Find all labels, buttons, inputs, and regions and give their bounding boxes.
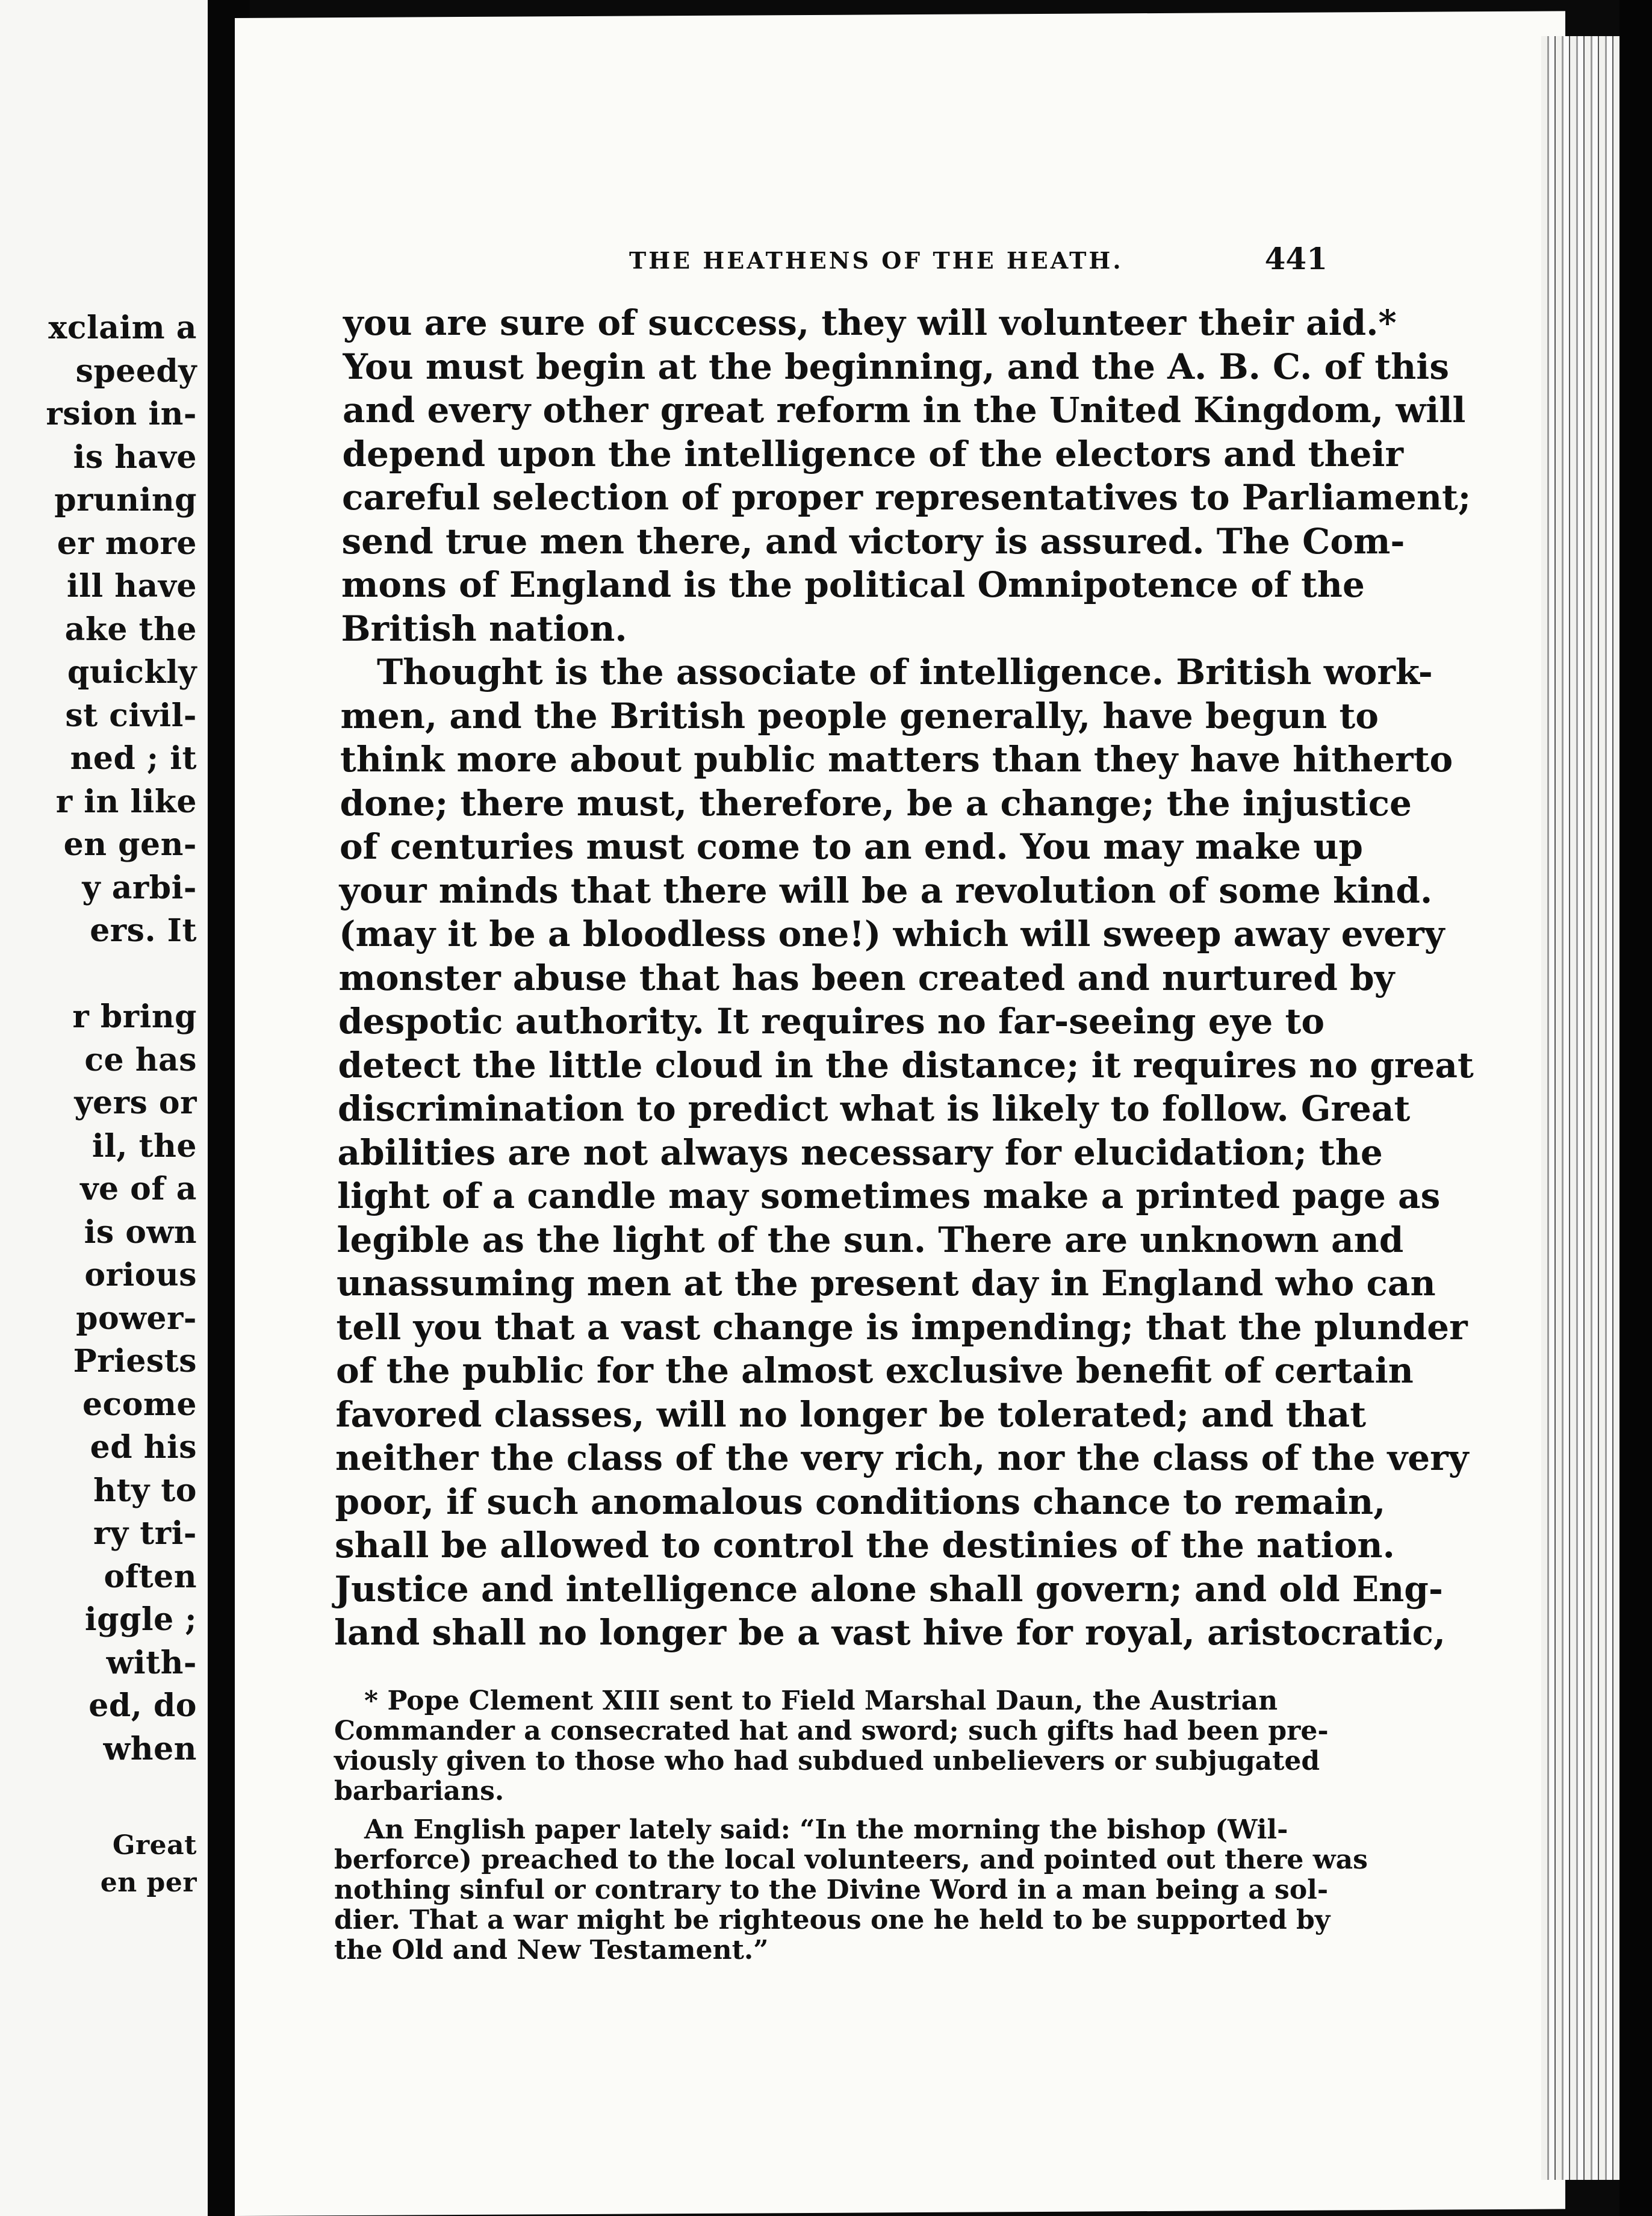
body-line: you are sure of success, they will volunteer their aid.* bbox=[343, 302, 1397, 343]
facing-page-line: when bbox=[103, 1730, 197, 1767]
body-text bbox=[334, 301, 1474, 1655]
background-edge bbox=[1619, 0, 1652, 2216]
body-line: British nation. bbox=[341, 608, 627, 649]
facing-page-line: Great bbox=[112, 1830, 197, 1861]
body-line: tell you that a vast change is impending; that the plunder bbox=[336, 1306, 1468, 1348]
facing-page-line: ed his bbox=[90, 1429, 197, 1466]
facing-page-line: xclaim a bbox=[48, 310, 197, 346]
running-head: THE HEATHENS OF THE HEATH. bbox=[629, 247, 1123, 274]
facing-page-line: ed, do bbox=[88, 1687, 197, 1724]
footnotes bbox=[334, 1685, 1368, 1965]
footnote-gap bbox=[334, 1807, 1273, 1815]
footnote-line: An English paper lately said: “In the morning the bishop (Wil- bbox=[364, 1814, 1288, 1845]
body-line: (may it be a bloodless one!) which will sweep away every bbox=[339, 913, 1445, 954]
facing-page-line: er more bbox=[57, 524, 197, 562]
body-line: favored classes, will no longer be tolerated; and that bbox=[335, 1393, 1367, 1435]
footnote-line: viously given to those who had subdued unbelievers or subjugated bbox=[334, 1746, 1320, 1776]
facing-page-line: ry tri- bbox=[93, 1515, 197, 1552]
body-line: detect the little cloud in the distance; it requires no great bbox=[338, 1044, 1474, 1086]
footnote-line: the Old and New Testament.” bbox=[334, 1935, 769, 1965]
body-line: land shall no longer be a vast hive for royal, aristocratic, bbox=[334, 1612, 1446, 1653]
facing-page-line: Priests bbox=[73, 1343, 197, 1380]
body-line: Thought is the associate of intelligence. British work- bbox=[377, 652, 1433, 692]
body-line: men, and the British people generally, have begun to bbox=[340, 695, 1379, 736]
facing-page-line: il, the bbox=[92, 1127, 197, 1165]
facing-page-line: en per bbox=[100, 1867, 197, 1898]
footnote-line: * Pope Clement XIII sent to Field Marshal Daun, the Austrian bbox=[364, 1685, 1278, 1716]
body-line: You must begin at the beginning, and the A. B. C. of this bbox=[343, 346, 1449, 387]
footnote-line: barbarians. bbox=[334, 1776, 505, 1807]
body-line: think more about public matters than they have hitherto bbox=[340, 739, 1453, 780]
facing-page-line: is own bbox=[84, 1213, 197, 1251]
body-line: depend upon the intelligence of the electors and their bbox=[342, 433, 1404, 475]
body-line: despotic authority. It requires no far-seeing eye to bbox=[338, 1001, 1324, 1042]
page-edges bbox=[1541, 36, 1626, 2180]
facing-page-line: ecome bbox=[82, 1386, 197, 1423]
facing-page-line: pruning bbox=[54, 482, 197, 518]
facing-page-line: iggle ; bbox=[84, 1601, 197, 1638]
facing-page-line: ve of a bbox=[80, 1171, 197, 1207]
facing-page-line: power- bbox=[76, 1299, 197, 1337]
facing-page-line: r in like bbox=[55, 783, 197, 820]
body-line: send true men there, and victory is assured. The Com- bbox=[341, 520, 1405, 562]
facing-page-line: often bbox=[104, 1558, 197, 1595]
footnote-line: Commander a consecrated hat and sword; such gifts had been pre- bbox=[334, 1716, 1329, 1746]
facing-page-line: ill have bbox=[66, 568, 197, 605]
body-line: monster abuse that has been created and nurtured by bbox=[338, 957, 1395, 998]
page-number: 441 bbox=[1264, 241, 1328, 276]
body-line: of the public for the almost exclusive benefit of certain bbox=[336, 1350, 1414, 1391]
facing-page-line: quickly bbox=[67, 654, 197, 691]
body-line: careful selection of proper representatives to Parliament; bbox=[342, 477, 1471, 518]
facing-page bbox=[0, 0, 208, 2216]
body-line: done; there must, therefore, be a change; the injustice bbox=[340, 782, 1412, 824]
facing-page-line: with- bbox=[106, 1644, 197, 1681]
body-line: unassuming men at the present day in England who can bbox=[337, 1263, 1436, 1304]
facing-page-line: ned ; it bbox=[70, 740, 197, 777]
facing-page-line: yers or bbox=[74, 1085, 197, 1121]
facing-page-line: st civil- bbox=[65, 697, 197, 734]
facing-page-line: hty to bbox=[93, 1472, 197, 1509]
body-line: mons of England is the political Omnipotence of the bbox=[341, 564, 1365, 605]
facing-page-line: y arbi- bbox=[82, 869, 197, 906]
body-line: legible as the light of the sun. There are unknown and bbox=[337, 1219, 1404, 1260]
page-header bbox=[629, 241, 1328, 295]
facing-page-line: ce has bbox=[84, 1041, 197, 1078]
facing-page-line: orious bbox=[84, 1257, 197, 1293]
facing-page-line: r bring bbox=[72, 998, 197, 1035]
body-line: abilities are not always necessary for elucidation; the bbox=[337, 1131, 1383, 1173]
facing-page-line: ake the bbox=[64, 611, 197, 648]
facing-page-line: ers. It bbox=[90, 912, 197, 949]
body-line: poor, if such anomalous conditions chance to remain, bbox=[335, 1481, 1386, 1522]
footnote-line: nothing sinful or contrary to the Divine Word in a man being a sol- bbox=[334, 1875, 1329, 1905]
facing-page-line: rsion in- bbox=[46, 396, 197, 432]
facing-page-line: en gen- bbox=[63, 826, 197, 863]
body-line: and every other great reform in the United Kingdom, will bbox=[343, 390, 1466, 431]
body-line: Justice and intelligence alone shall govern; and old Eng- bbox=[334, 1568, 1443, 1610]
body-line: neither the class of the very rich, nor the class of the very bbox=[335, 1437, 1469, 1478]
body-line: of centuries must come to an end. You may make up bbox=[340, 826, 1363, 867]
body-line: discrimination to predict what is likely to follow. Great bbox=[338, 1088, 1411, 1129]
body-line: light of a candle may sometimes make a printed page as bbox=[337, 1175, 1441, 1216]
body-line: your minds that there will be a revolution of some kind. bbox=[339, 870, 1433, 911]
facing-page-line: speedy bbox=[75, 352, 197, 390]
footnote-line: berforce) preached to the local volunteers, and pointed out there was bbox=[334, 1844, 1368, 1875]
body-line: shall be allowed to control the destinies of the nation. bbox=[335, 1525, 1395, 1566]
facing-page-line: is have bbox=[73, 438, 197, 476]
footnote-line: dier. That a war might be righteous one he held to be supported by bbox=[334, 1905, 1331, 1935]
